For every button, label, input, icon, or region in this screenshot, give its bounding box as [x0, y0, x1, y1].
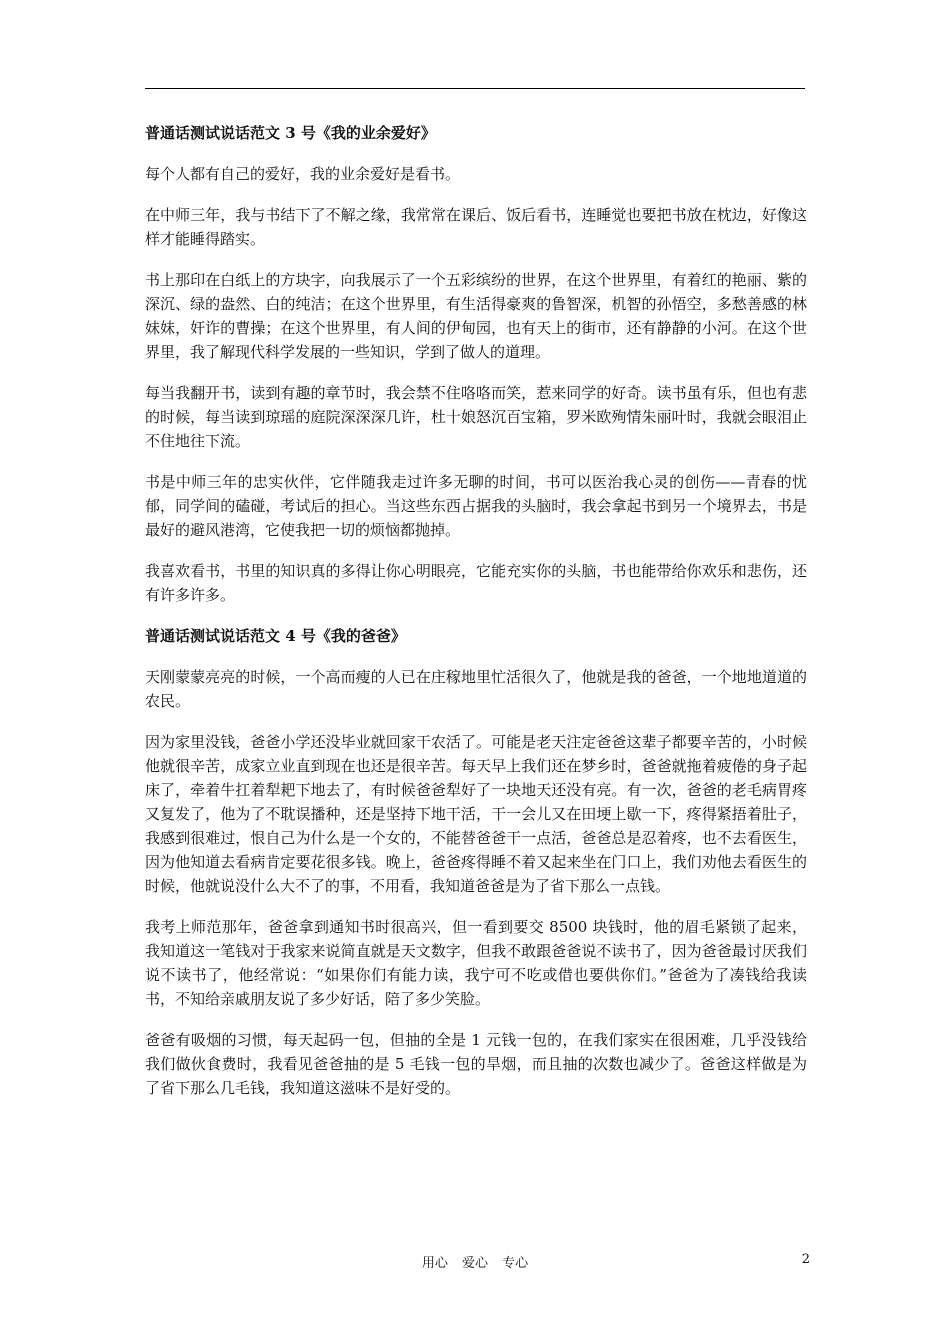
- paragraph: 爸爸有吸烟的习惯，每天起码一包，但抽的全是 1 元钱一包的，在我们家实在很困难，几乎没钱给我们做伙食费时，我看见爸爸抽的是 5 毛钱一包的旱烟，而且抽的次数也减少了。爸爸这样做是为了省下那么几毛钱，我知道这滋味不是好受的。: [145, 1031, 807, 1097]
- page-number: 2: [801, 1252, 810, 1267]
- paragraph: 我喜欢看书，书里的知识真的多得让你心明眼亮，它能充实你的头脑，书也能带给你欢乐和悲伤，还有许多许多。: [145, 562, 807, 604]
- section-heading: 普通话测试说话范文 4 号《我的爸爸》: [145, 627, 406, 645]
- header-rule: [145, 88, 805, 89]
- paragraph: 因为家里没钱，爸爸小学还没毕业就回家干农活了。可能是老天注定爸爸这辈子都要辛苦的，小时候他就很辛苦，成家立业直到现在也还是很辛苦。每天早上我们还在梦乡时，爸爸就拖着疲倦的身子起床了，牵着牛扛着犁耙下地去了，有时候爸爸犁好了一块地天还没有亮。有一次，爸爸的老毛病胃疼又复发了，他为了不耽误播种，还是坚持下地干活，干一会儿又在田埂上歇一下，疼得紧捂着肚子，我感到很难过，恨自己为什么是一个女的，不能替爸爸干一点活，爸爸总是忍着疼，也不去看医生，因为他知道去看病肯定要花很多钱。晚上，爸爸疼得睡不着又起来坐在门口上，我们劝他去看医生的时候，他就说没什么大不了的事，不用看，我知道爸爸是为了省下那么一点钱。: [145, 733, 807, 895]
- footer-motto: 用心 爱心 专心: [421, 1256, 529, 1271]
- paragraph: 书是中师三年的忠实伙伴，它伴随我走过许多无聊的时间，书可以医治我心灵的创伤——青春的忧郁，同学间的磕碰，考试后的担心。当这些东西占据我的头脑时，我会拿起书到另一个境界去，书是最好的避风港湾，它使我把一切的烦恼都抛掉。: [145, 473, 807, 539]
- paragraph: 在中师三年，我与书结下了不解之缘，我常常在课后、饭后看书，连睡觉也要把书放在枕边，好像这样才能睡得踏实。: [145, 206, 807, 248]
- document-body: [145, 121, 807, 1117]
- paragraph: 我考上师范那年，爸爸拿到通知书时很高兴，但一看到要交 8500 块钱时，他的眉毛紧锁了起来，我知道这一笔钱对于我家来说简直就是天文数字，但我不敢跟爸爸说不读书了，因为爸爸最讨厌我们说不读书了，他经常说：“如果你们有能力读，我宁可不吃或借也要供你们。”爸爸为了凑钱给我读书，不知给亲戚朋友说了多少好话，陪了多少笑脸。: [145, 918, 807, 1008]
- paragraph: 书上那印在白纸上的方块字，向我展示了一个五彩缤纷的世界，在这个世界里，有着红的艳丽、紫的深沉、绿的盎然、白的纯洁；在这个世界里，有生活得豪爽的鲁智深，机智的孙悟空，多愁善感的林妹妹，奸诈的曹操；在这个世界里，有人间的伊甸园，也有天上的街市，还有静静的小河。在这个世界里，我了解现代科学发展的一些知识，学到了做人的道理。: [145, 271, 807, 361]
- paragraph: 天刚蒙蒙亮亮的时候，一个高而瘦的人已在庄稼地里忙活很久了，他就是我的爸爸，一个地地道道的农民。: [145, 668, 807, 710]
- section-heading: 普通话测试说话范文 3 号《我的业余爱好》: [145, 124, 436, 142]
- paragraph: 每当我翻开书，读到有趣的章节时，我会禁不住咯咯而笑，惹来同学的好奇。读书虽有乐，但也有悲的时候，每当读到琼瑶的庭院深深深几许，杜十娘怒沉百宝箱，罗米欧殉情朱丽叶时，我就会眼泪止不住地往下流。: [145, 384, 807, 450]
- page-footer: [0, 1252, 950, 1272]
- paragraph: 每个人都有自己的爱好，我的业余爱好是看书。: [145, 165, 461, 183]
